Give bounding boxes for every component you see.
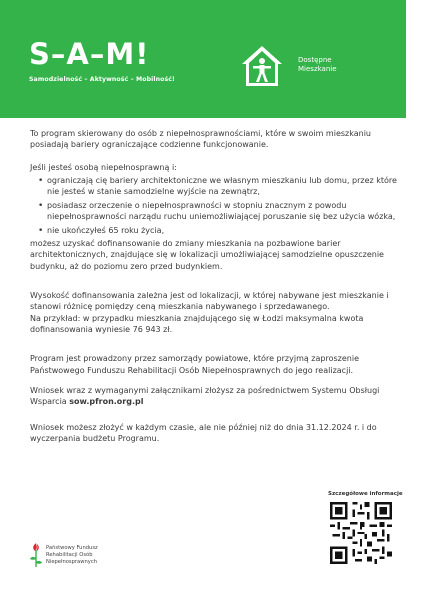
brand-tagline: Samodzielność – Aktywność – Mobilność! [29,76,175,83]
sow-link[interactable]: sow.pfron.org.pl [69,397,144,407]
list-item: • posiadasz orzeczenie o niepełnosprawności w stopniu znacznym z powodu niepełnosprawności narządu ruchu uniemożliwiającej poruszanie się bez użycia wózka, [38,200,400,223]
icon-label-line: Mieszkanie [298,65,337,74]
application-text: Wniosek wraz z wymaganymi załącznikami złożysz za pośrednictwem Systemu Obsługi Wsparcia [30,386,380,407]
pfron-logo-icon [29,541,43,569]
funding-paragraph: Wysokość dofinansowania zależna jest od lokalizacji, w której nabywane jest mieszkanie i stanowi różnicę pomiędzy ceną mieszkania nabywanego i sprzedawanego. [30,290,389,312]
application-paragraph [30,385,400,408]
intro-paragraph: To program skierowany do osób z niepełnosprawnościami, które w swoim mieszkaniu posiadają bariery ograniczające codzienne funkcjonowanie. [30,129,371,150]
pfron-name-line: Państwowy Fundusz [46,545,98,551]
operators-paragraph: Program jest prowadzony przez samorządy powiatowe, które przyjmą zaproszenie Państwowego Funduszu Rehabilitacji Osób Niepełnosprawnych do jego realizacji. [30,354,359,375]
qr-label: Szczegółowe informacje [328,491,403,497]
deadline-paragraph: Wniosek możesz złożyć w każdym czasie, ale nie później niż do dnia 31.12.2024 r. i do wyczerpania budżetu Programu. [30,422,377,444]
brand-title: S–A–M! [29,37,150,71]
icon-label-line: Dostępne [298,56,332,64]
example-paragraph: Na przykład: w przypadku mieszkania znajdującego się w Łodzi maksymalna kwota dofinansowania wyniesie 76 943 zł. [30,313,364,335]
conditions-intro: Jeśli jesteś osobą niepełnosprawną i: [30,162,177,172]
header-banner [0,0,406,118]
conditions-list [30,175,400,236]
pfron-name-line: Rehabilitacji Osób [46,551,93,558]
icon-label [298,56,378,75]
conditions-outro: możesz uzyskać dofinansowanie do zmiany mieszkania na pozbawione barier architektonicznych, znajdujące się w lokalizacji umożliwiającej samodzielne opuszczenie budynku, aż do poziomu zero przed budynkiem. [30,238,384,271]
qr-code-icon[interactable] [330,502,392,564]
accessible-home-icon [240,44,284,88]
list-item: • nie ukończyłeś 65 roku życia, [38,225,400,236]
main-content [30,128,400,454]
pfron-name-line: Niepełnosprawnych [46,558,97,565]
list-item: • ograniczają cię bariery architektoniczne we własnym mieszkaniu lub domu, przez które nie jesteś w stanie samodzielne wyjście na zewnątrz, [38,175,400,198]
pfron-name [46,545,98,565]
